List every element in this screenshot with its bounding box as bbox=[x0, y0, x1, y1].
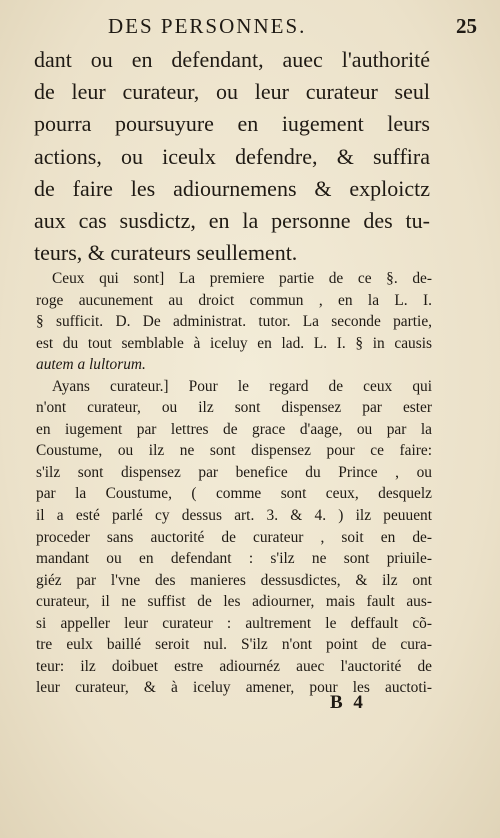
commentary-line: Coustume, ou ilz ne sont dispensez pour ce faire: bbox=[36, 442, 432, 460]
commentary-line: curateur, il ne suffist de les adiourner, mais fault aus- bbox=[36, 593, 432, 611]
main-text-line: dant ou en defendant, auec l'authorité bbox=[34, 47, 430, 72]
commentary-line: si appeller leur curateur : aultrement le deffault cõ- bbox=[36, 614, 432, 632]
commentary-line: est du tout semblable à iceluy en lad. L. I. § in causis bbox=[36, 334, 432, 352]
main-text-line: de leur curateur, ou leur curateur seul bbox=[34, 79, 430, 105]
commentary-line: autem a lultorum. bbox=[36, 356, 146, 374]
commentary-line: leur curateur, & à iceluy amener, pour les auctoti- bbox=[36, 679, 432, 697]
main-text-line: pourra poursuyure en iugement leurs bbox=[34, 111, 430, 137]
commentary-line: giéz par l'vne des manieres dessusdictes, & ilz ont bbox=[36, 571, 432, 589]
commentary-line: en iugement par lettres de grace d'aage, ou par la bbox=[36, 420, 432, 438]
commentary-line: proceder sans auctorité de curateur , soit en de- bbox=[36, 528, 432, 546]
commentary-line: teur: ilz doibuet estre adiournéz auec l'auctorité de bbox=[36, 657, 432, 675]
commentary-line: par la Coustume, ( comme sont ceux, desquelz bbox=[36, 485, 432, 503]
signature-mark: B 4 bbox=[330, 692, 366, 713]
commentary-line: Ceux qui sont] La premiere partie de ce §. de- bbox=[52, 270, 432, 287]
running-header: DES PERSONNES. bbox=[108, 14, 307, 38]
commentary-line: n'ont curateur, ou ilz sont dispensez par ester bbox=[36, 399, 432, 417]
commentary-line: mandant ou en defendant : s'ilz ne sont priuile- bbox=[36, 550, 432, 568]
main-text-line: de faire les adiournemens & exploictz bbox=[34, 175, 430, 201]
commentary-line: s'ilz sont dispensez par benefice du Prince , ou bbox=[36, 463, 432, 481]
main-text-block bbox=[34, 44, 430, 269]
main-text-line: aux cas susdictz, en la personne des tu- bbox=[34, 208, 430, 234]
commentary-line: Ayans curateur.] Pour le regard de ceux qui bbox=[52, 377, 432, 395]
main-text-line: teurs, & curateurs seullement. bbox=[34, 240, 298, 266]
commentary-line: roge aucunement au droict commun , en la L. I. bbox=[36, 291, 432, 309]
commentary-line: il a esté parlé cy dessus art. 3. & 4. ) ilz peuuent bbox=[36, 507, 432, 525]
commentary-line: tre eulx baillé seroit nul. S'ilz n'ont point de cura- bbox=[36, 636, 432, 654]
page-number: 25 bbox=[456, 14, 477, 38]
main-text-line: actions, ou iceulx defendre, & suffira bbox=[34, 143, 430, 169]
commentary-block bbox=[36, 268, 432, 699]
commentary-line: § sufficit. D. De administrat. tutor. La seconde partie, bbox=[36, 313, 432, 331]
